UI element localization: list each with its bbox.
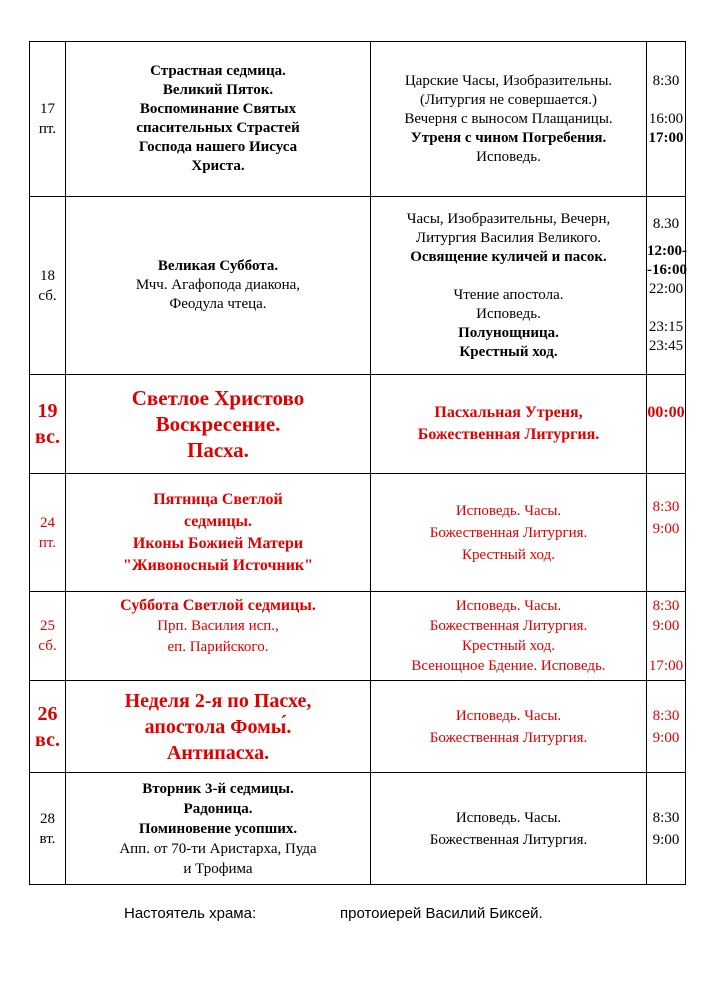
feast-line: Антипасха. (166, 741, 270, 764)
feast-line: седмицы. (183, 512, 253, 530)
times-cell (647, 42, 686, 197)
time-value: 9:00 (652, 729, 680, 746)
feast-cell (66, 375, 371, 474)
rector-label: Настоятель храма: (124, 905, 257, 922)
feast-line: Христа. (191, 158, 245, 174)
time-value: -16:00 (647, 262, 687, 278)
service-line: Всенощное Бдение. Исповедь. (411, 658, 606, 674)
weekday: сб. (38, 287, 57, 304)
services-cell (371, 375, 647, 474)
service-line: Исповедь. Часы. (455, 502, 562, 519)
service-line: Исповедь. Часы. (455, 598, 562, 614)
feast-line: апостола Фомы́. (144, 715, 292, 738)
time-value: 8:30 (652, 809, 680, 826)
time-value: 00:00 (647, 404, 685, 421)
service-line: Божественная Литургия. (429, 618, 588, 634)
times-cell (647, 375, 686, 474)
feast-line: "Живоносный Источник" (122, 556, 314, 574)
day-number: 25 (40, 618, 55, 634)
feast-cell (66, 474, 371, 592)
service-line: Божественная Литургия. (429, 831, 588, 848)
feast-line: Великая Суббота. (157, 258, 279, 274)
time-value: 9:00 (652, 618, 680, 634)
table-row (30, 197, 686, 375)
day-number: 19 (37, 400, 58, 422)
feast-line: Апп. от 70-ти Аристарха, Пуда (119, 840, 317, 857)
service-line: Крестный ход. (459, 343, 558, 360)
table-row (30, 375, 686, 474)
feast-line: Воспоминание Святых (139, 101, 297, 117)
service-line: Царские Часы, Изобразительны. (404, 72, 613, 89)
time-value: 23:15 (648, 319, 684, 335)
feast-cell (66, 681, 371, 773)
date-cell (30, 197, 66, 375)
times-cell (647, 197, 686, 375)
feast-cell (66, 773, 371, 885)
time-value: 8:30 (652, 707, 680, 724)
schedule-table (29, 41, 686, 885)
service-line: Освящение куличей и пасок. (410, 248, 607, 265)
day-number: 17 (40, 101, 55, 117)
feast-cell (66, 197, 371, 375)
rector-name: протоиерей Василий Биксей. (340, 905, 543, 922)
time-value: 8:30 (652, 72, 680, 89)
time-value: 17:00 (648, 658, 684, 674)
services-cell (371, 42, 647, 197)
table-row (30, 592, 686, 681)
feast-line: Прп. Василия исп., (157, 618, 279, 634)
date-cell (30, 592, 66, 681)
feast-line: Светлое Христово (131, 386, 305, 410)
feast-cell (66, 42, 371, 197)
feast-line: и Трофима (183, 860, 253, 877)
times-cell (647, 681, 686, 773)
time-value: 9:00 (652, 831, 680, 848)
services-cell (371, 197, 647, 375)
date-cell (30, 375, 66, 474)
service-line: Крестный ход. (461, 546, 555, 563)
feast-line: Вторник 3-й седмицы. (142, 780, 294, 797)
feast-line: Мчч. Агафопода диакона, (135, 277, 301, 293)
service-line: Исповедь. (476, 305, 541, 322)
table-row (30, 773, 686, 885)
service-line: Божественная Литургия. (429, 524, 588, 541)
services-cell (371, 681, 647, 773)
feast-line: еп. Парийского. (167, 639, 269, 655)
feast-line: Пасха. (187, 438, 249, 462)
table-row (30, 681, 686, 773)
service-line: Литургия Василия Великого. (415, 229, 602, 246)
feast-line: Иконы Божией Матери (132, 534, 304, 552)
service-line: Полунощница. (458, 324, 559, 341)
date-cell (30, 681, 66, 773)
feast-line: Суббота Светлой седмицы. (120, 597, 316, 614)
service-line: Пасхальная Утреня, (434, 404, 583, 421)
day-number: 28 (40, 810, 55, 827)
weekday: вт. (39, 830, 56, 847)
feast-line: спасительных Страстей (136, 120, 300, 136)
service-line: (Литургия не совершается.) (419, 91, 598, 108)
weekday: сб. (38, 638, 57, 654)
times-cell (647, 592, 686, 681)
weekday: вс. (35, 728, 60, 751)
table-row (30, 42, 686, 197)
weekday: пт. (38, 534, 57, 551)
service-line: Крестный ход. (461, 638, 555, 654)
time-value: 17:00 (648, 129, 684, 146)
time-value: 8:30 (652, 499, 680, 515)
time-value: 12:00- (647, 243, 687, 259)
service-line: Исповедь. (476, 148, 541, 165)
service-line: Утреня с чином Погребения. (410, 129, 607, 146)
day-number: 24 (40, 514, 55, 531)
feast-cell (66, 592, 371, 681)
service-line: Исповедь. Часы. (455, 809, 562, 826)
day-number: 26 (37, 702, 58, 725)
feast-line: Страстная седмица. (150, 63, 286, 79)
service-line: Часы, Изобразительны, Вечерн, (406, 210, 611, 227)
feast-line: Воскресение. (155, 412, 281, 436)
service-line: Божественная Литургия. (417, 426, 600, 443)
times-cell (647, 773, 686, 885)
table-row (30, 474, 686, 592)
weekday: пт. (38, 121, 57, 137)
service-line: Божественная Литургия. (429, 729, 588, 746)
services-cell (371, 592, 647, 681)
time-value: 8:30 (652, 598, 680, 614)
time-value: 9:00 (652, 521, 680, 537)
feast-line: Пятница Светлой (153, 490, 283, 508)
feast-line: Великий Пяток. (162, 82, 274, 98)
time-value: 16:00 (648, 110, 684, 127)
service-line: Вечерня с выносом Плащаницы. (404, 110, 613, 127)
time-value: 8.30 (652, 216, 680, 232)
services-cell (371, 773, 647, 885)
feast-line: Господа нашего Иисуса (138, 139, 298, 155)
date-cell (30, 773, 66, 885)
service-line: Исповедь. Часы. (455, 707, 562, 724)
time-value: 22:00 (648, 281, 684, 297)
service-line: Чтение апостола. (453, 286, 564, 303)
weekday: вс. (35, 426, 60, 448)
feast-line: Радоница. (183, 800, 253, 817)
date-cell (30, 42, 66, 197)
services-cell (371, 474, 647, 592)
feast-line: Поминовение усопших. (138, 820, 298, 837)
times-cell (647, 474, 686, 592)
feast-line: Неделя 2-я по Пасхе, (124, 689, 312, 712)
date-cell (30, 474, 66, 592)
day-number: 18 (40, 267, 55, 284)
feast-line: Феодула чтеца. (169, 296, 267, 312)
time-value: 23:45 (648, 338, 684, 354)
